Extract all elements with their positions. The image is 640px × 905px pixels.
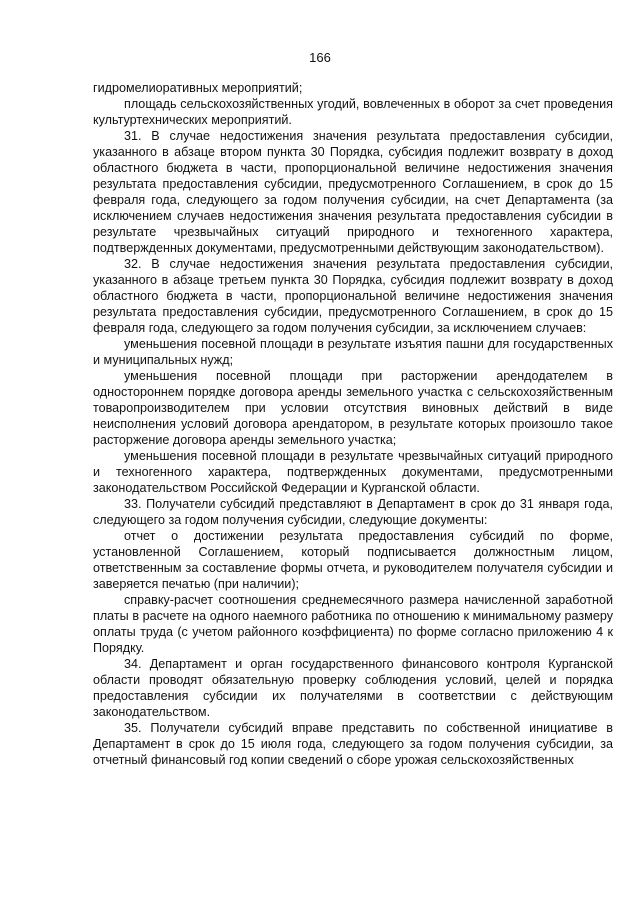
paragraph: площадь сельскохозяйственных угодий, вовлеченных в оборот за счет проведения культуртехнических мероприятий. (93, 97, 613, 127)
page-number: 166 (309, 50, 331, 65)
paragraph: 33. Получатели субсидий представляют в Департамент в срок до 31 января года, следующего за годом получения субсидии, следующие документы: (93, 497, 613, 527)
paragraph: 34. Департамент и орган государственного финансового контроля Курганской области проводят обязательную проверку соблюдения условий, целей и порядка предоставления субсидии их получателями в соответствии с действующим законодательством. (93, 657, 613, 719)
paragraph: уменьшения посевной площади при расторжении арендодателем в одностороннем порядке договора аренды земельного участка с сельскохозяйственным товаропроизводителем при условии отсутствия виновных действий в виде неисполнения условий договора арендатором, в результате которых произошло такое расторжение договора аренды земельного участка; (93, 369, 613, 447)
paragraph: уменьшения посевной площади в результате изъятия пашни для государственных и муниципальных нужд; (93, 337, 613, 367)
paragraph: 35. Получатели субсидий вправе представить по собственной инициативе в Департамент в срок до 15 июля года, следующего за годом получения субсидии, за отчетный финансовый год копии сведений о сборе урожая сельскохозяйственных (93, 721, 613, 767)
paragraph: справку-расчет соотношения среднемесячного размера начисленной заработной платы в расчете на одного наемного работника по отношению к минимальному размеру оплаты труда (с учетом районного коэффициента) по форме согласно приложению 4 к Порядку. (93, 593, 613, 655)
document-body (93, 80, 613, 768)
paragraph: уменьшения посевной площади в результате чрезвычайных ситуаций природного и техногенного характера, подтвержденных документами, предусмотренными законодательством Российской Федерации и Курганской области. (93, 449, 613, 495)
paragraph: отчет о достижении результата предоставления субсидий по форме, установленной Соглашением, который подписывается должностным лицом, ответственным за составление формы отчета, и руководителем получателя субсидии и заверяется печатью (при наличии); (93, 529, 613, 591)
paragraph: 31. В случае недостижения значения результата предоставления субсидии, указанного в абзаце втором пункта 30 Порядка, субсидия подлежит возврату в доход областного бюджета в части, пропорциональной величине недостижения значения результата предоставления субсидии, предусмотренного Соглашением, в срок до 15 февраля года, следующего за годом получения субсидии, на счет Департамента (за исключением случаев недостижения значения результата предоставления субсидии в результате чрезвычайных ситуаций природного и техногенного характера, подтвержденных документами, предусмотренными действующим законодательством). (93, 129, 613, 255)
paragraph: 32. В случае недостижения значения результата предоставления субсидии, указанного в абзаце третьем пункта 30 Порядка, субсидия подлежит возврату в доход областного бюджета в части, пропорциональной величине недостижения значения результата предоставления субсидии, предусмотренного Соглашением, в срок до 15 февраля года, следующего за годом получения субсидии, за исключением случаев: (93, 257, 613, 335)
paragraph: гидромелиоративных мероприятий; (93, 81, 303, 95)
